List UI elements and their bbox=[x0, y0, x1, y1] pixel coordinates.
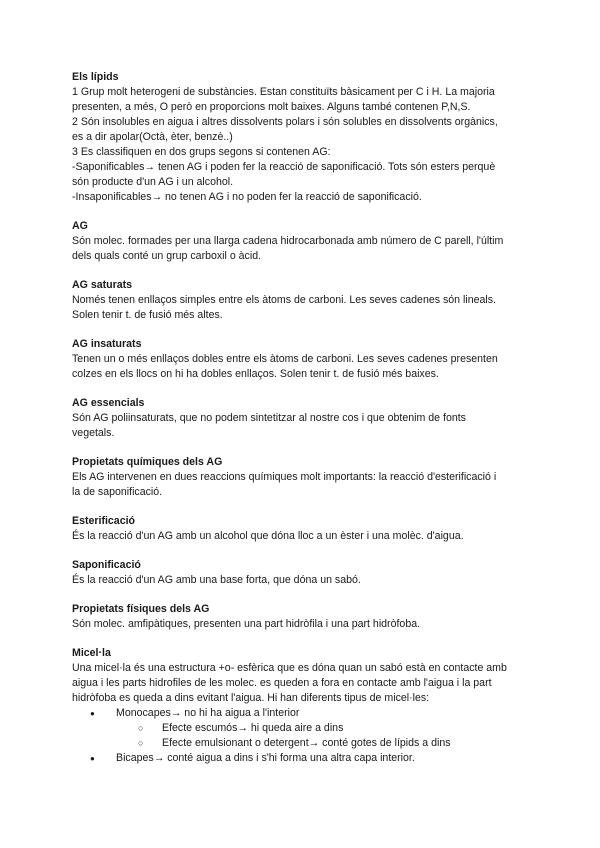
text-line: Només tenen enllaços simples entre els àtoms de carboni. Les seves cadenes són lineals. bbox=[72, 294, 496, 306]
section-ag bbox=[72, 219, 532, 264]
body-text bbox=[72, 234, 532, 264]
section-esterificacio bbox=[72, 514, 532, 544]
section-propietats-fisiques bbox=[72, 602, 532, 632]
section-ag-essencials bbox=[72, 396, 532, 441]
text-line: es a dir apolar(Octà, èter, benzè..) bbox=[72, 131, 233, 143]
section-propietats-quimiques bbox=[72, 455, 532, 500]
section-ag-saturats bbox=[72, 278, 532, 323]
section-heading: AG bbox=[72, 220, 88, 232]
text-line: És la reacció d'un AG amb un alcohol que dóna lloc a un èster i una molèc. d'aigua. bbox=[72, 530, 464, 542]
section-heading: Micel·la bbox=[72, 647, 111, 659]
text-line: aigua i les parts hidrofiles de les molec. es queden a fora en contacte amb l'aigua i la part bbox=[72, 677, 492, 689]
section-ag-insaturats bbox=[72, 337, 532, 382]
text-line: Els AG intervenen en dues reaccions químiques molt importants: la reacció d'esterificació i bbox=[72, 471, 497, 483]
section-heading: Propietats físiques dels AG bbox=[72, 603, 210, 615]
text-line: És la reacció d'un AG amb una base forta, que dóna un sabó. bbox=[72, 574, 361, 586]
text-line: 2 Són insolubles en aigua i altres dissolvents polars i són solubles en dissolvents orgànics, bbox=[72, 116, 498, 128]
text-line: Solen tenir t. de fusió més altes. bbox=[72, 309, 223, 321]
body-text bbox=[72, 661, 532, 706]
section-heading: AG insaturats bbox=[72, 338, 142, 350]
text-line: vegetals. bbox=[72, 427, 115, 439]
section-heading: Esterificació bbox=[72, 515, 136, 527]
body-text bbox=[72, 573, 532, 588]
text-line: Són AG poliinsaturats, que no podem sintetitzar al nostre cos i que obtenim de fonts bbox=[72, 412, 466, 424]
text-line: -Insaponificables→ no tenen AG i no poden fer la reacció de saponificació. bbox=[72, 191, 422, 203]
section-saponificacio bbox=[72, 558, 532, 588]
body-text bbox=[72, 293, 532, 323]
body-text bbox=[72, 352, 532, 382]
text-line: són producte d'un AG i un alcohol. bbox=[72, 176, 234, 188]
list-item bbox=[104, 706, 532, 751]
section-lipids bbox=[72, 70, 532, 205]
section-heading: Saponificació bbox=[72, 559, 141, 571]
list-item-text: Bicapes→ conté aigua a dins i s'hi forma una altra capa interior. bbox=[116, 752, 415, 764]
text-line: 3 Es classifiquen en dos grups segons si contenen AG: bbox=[72, 146, 331, 158]
text-line: presenten, a més, O però en proporcions molt baixes. Alguns també contenen P,N,S. bbox=[72, 101, 471, 113]
list-item bbox=[104, 751, 532, 766]
body-text bbox=[72, 529, 532, 544]
body-text bbox=[72, 411, 532, 441]
text-line: Són molec. formades per una llarga cadena hidrocarbonada amb número de C parell, l'últim bbox=[72, 235, 504, 247]
text-line: Tenen un o més enllaços dobles entre els àtoms de carboni. Les seves cadenes presenten bbox=[72, 353, 498, 365]
list-item-text: Efecte escumós→ hi queda aire a dins bbox=[162, 722, 344, 734]
text-line: -Saponificables→ tenen AG i poden fer la reacció de saponificació. Tots són esters perquè bbox=[72, 161, 496, 173]
text-line: hidròfoba es queda a dins evitant l'aigua. Hi han diferents tipus de micel·les: bbox=[72, 692, 430, 704]
sub-list bbox=[116, 721, 532, 751]
text-line: 1 Grup molt heterogeni de substàncies. Estan constituïts bàsicament per C i H. La majoria bbox=[72, 86, 495, 98]
section-micela bbox=[72, 646, 532, 766]
text-line: la de saponificació. bbox=[72, 486, 163, 498]
sub-list-item bbox=[152, 736, 532, 751]
body-text bbox=[72, 470, 532, 500]
text-line: dels quals conté un grup carboxil o àcid. bbox=[72, 250, 262, 262]
sub-list-item bbox=[152, 721, 532, 736]
micela-types-list bbox=[72, 706, 532, 766]
text-line: Una micel·la és una estructura +o- esfèrica que es dóna quan un sabó està en contacte amb bbox=[72, 662, 507, 674]
text-line: Són molec. amfipàtiques, presenten una part hidròfila i una part hidròfoba. bbox=[72, 618, 421, 630]
section-heading: Els lípids bbox=[72, 71, 119, 83]
list-item-text: Monocapes→ no hi ha aigua a l'interior bbox=[116, 707, 300, 719]
body-text bbox=[72, 85, 532, 205]
body-text bbox=[72, 617, 532, 632]
section-heading: Propietats químiques dels AG bbox=[72, 456, 223, 468]
section-heading: AG saturats bbox=[72, 279, 133, 291]
text-line: colzes en els llocs on hi ha dobles enllaços. Solen tenir t. de fusió més baixes. bbox=[72, 368, 439, 380]
section-heading: AG essencials bbox=[72, 397, 145, 409]
list-item-text: Efecte emulsionant o detergent→ conté gotes de lípids a dins bbox=[162, 737, 451, 749]
document-page bbox=[72, 70, 532, 780]
